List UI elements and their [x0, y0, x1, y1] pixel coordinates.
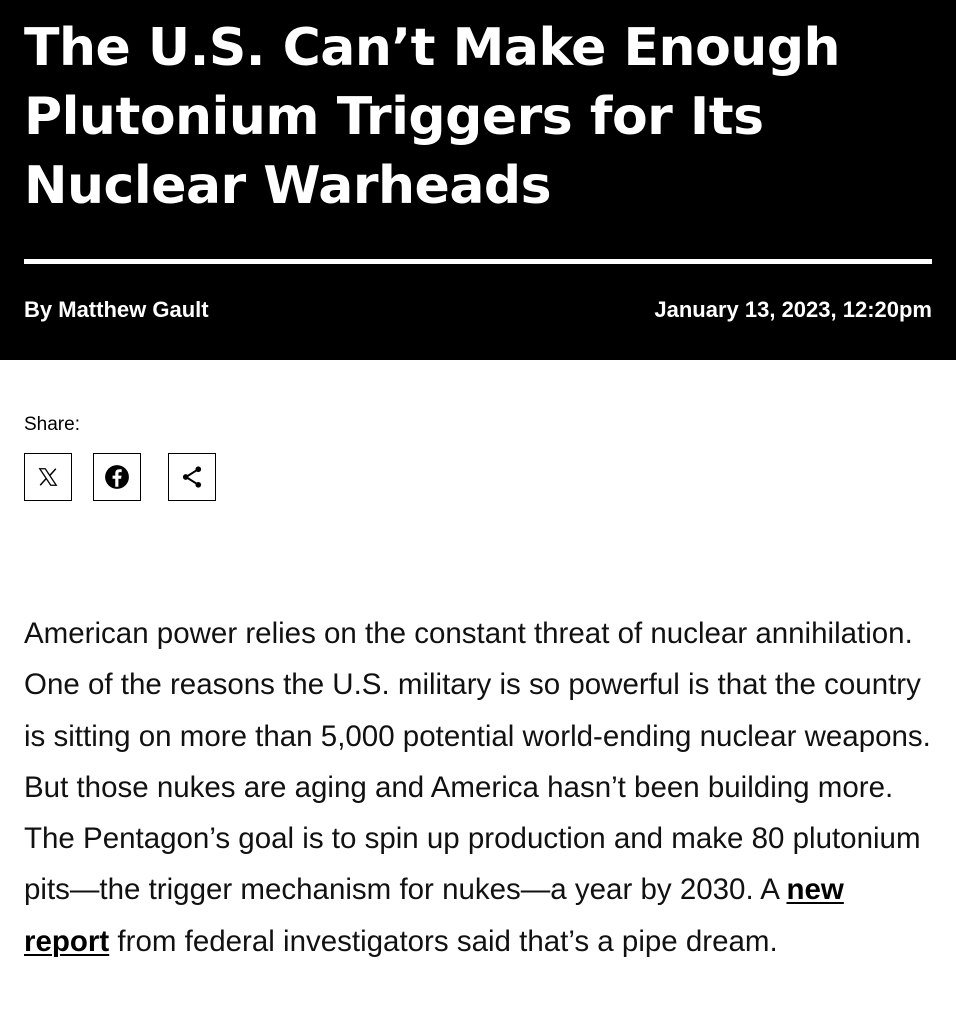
- share-facebook-button[interactable]: [93, 453, 141, 501]
- publish-date: January 13, 2023, 12:20pm: [654, 297, 932, 322]
- share-x-button[interactable]: [24, 453, 72, 501]
- byline-prefix: By: [24, 297, 53, 322]
- article-body-paragraph: [24, 608, 936, 967]
- author-link[interactable]: Matthew Gault: [58, 297, 209, 322]
- new-report-link[interactable]: new report: [24, 873, 844, 958]
- share-label: Share:: [24, 414, 80, 435]
- share-link-button[interactable]: [168, 453, 216, 501]
- share-nodes-icon: [179, 464, 205, 490]
- article-header: [0, 0, 956, 360]
- paragraph-text-end: from federal investigators said that’s a pipe dream.: [109, 924, 778, 958]
- paragraph-text-start: American power relies on the constant threat of nuclear annihilation. One of the reasons the U.S. military is so powerful is that the country is sitting on more than 5,000 potential world-ending nuclear weapons. But those nukes are aging and America hasn’t been building more. The Pentagon’s goal is to spin up production and make 80 plutonium pits—the trigger mechanism for nukes—a year by 2030. A: [24, 617, 931, 907]
- x-logo-icon: [37, 466, 59, 488]
- header-divider: [24, 259, 932, 264]
- article-headline: The U.S. Can’t Make Enough Plutonium Triggers for Its Nuclear Warheads: [24, 18, 841, 216]
- byline: [24, 296, 209, 324]
- facebook-icon: [104, 464, 130, 490]
